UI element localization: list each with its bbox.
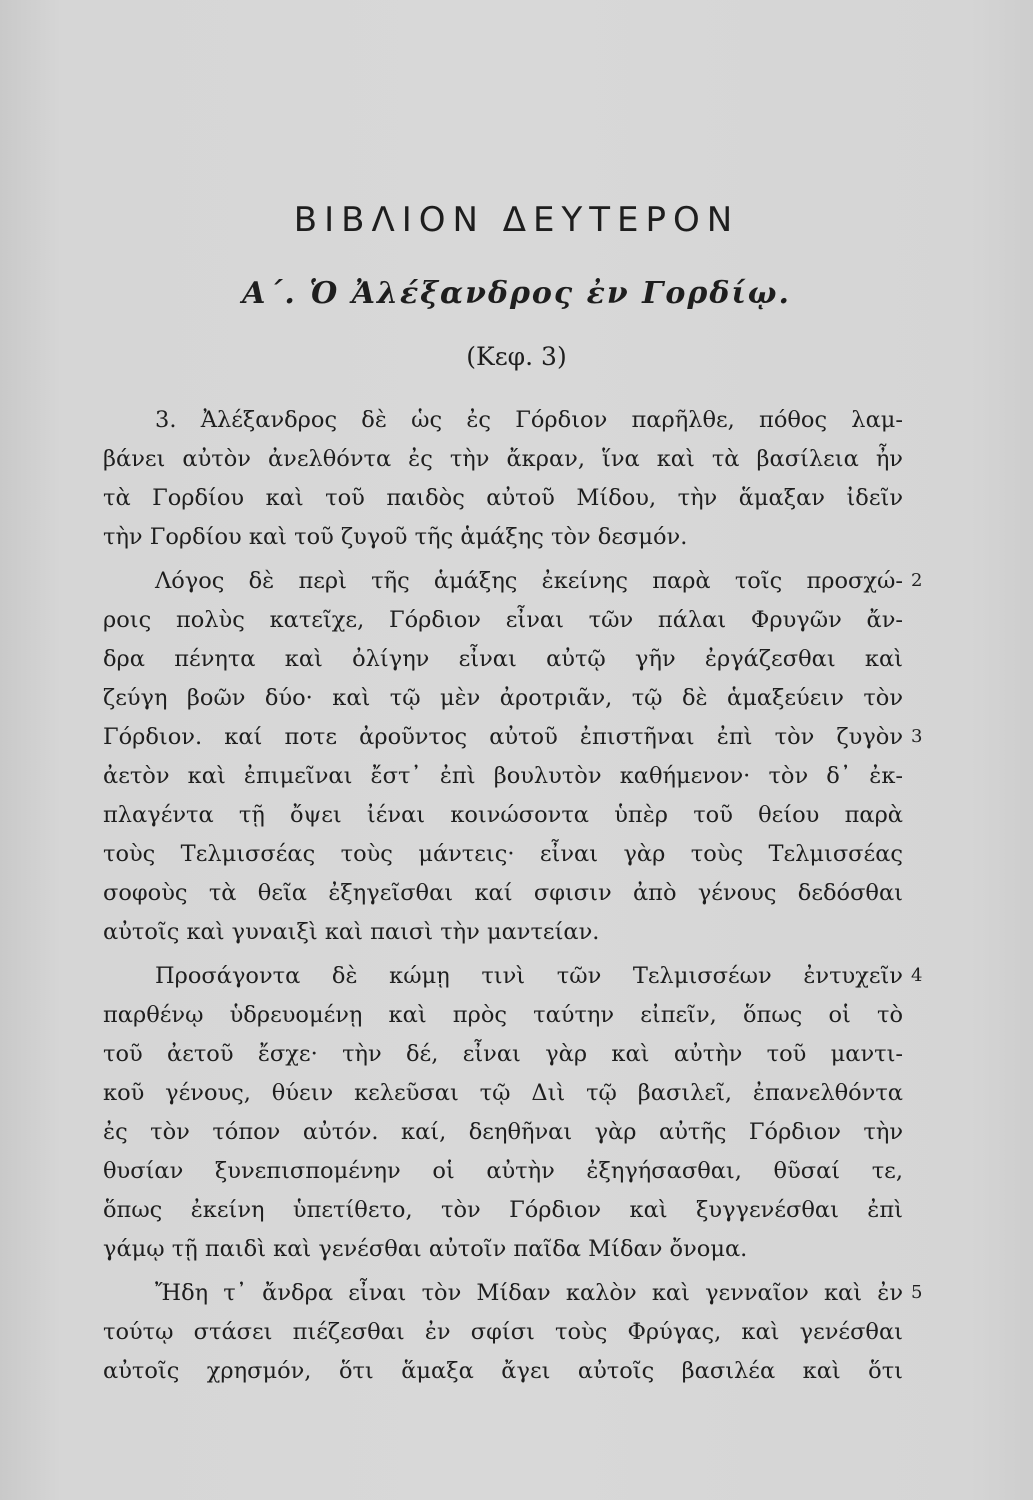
margin-section-number: 3 [911, 726, 923, 747]
text-line: Ἤδη τ᾽ ἄνδρα εἶναι τὸν Μίδαν καλὸν καὶ γενναῖον καὶ ἐν [155, 1280, 903, 1306]
text-line: τὰ Γορδίου καὶ τοῦ παιδὸς αὐτοῦ Μίδου, τὴν ἅμαξαν ἰδεῖν [103, 485, 903, 511]
text-line: σοφοὺς τὰ θεῖα ἐξηγεῖσθαι καί σφισιν ἀπὸ γένους δεδόσθαι [103, 880, 903, 906]
text-line: τούτῳ στάσει πιέζεσθαι ἐν σφίσι τοὺς Φρύγας, καὶ γενέσθαι [103, 1319, 903, 1345]
margin-section-number: 4 [911, 965, 923, 986]
book-title: ΒΙΒΛΙΟΝ ΔΕΥΤΕΡΟΝ [293, 200, 740, 240]
text-line: αὐτοῖς χρησμόν, ὅτι ἅμαξα ἄγει αὐτοῖς βασιλέα καὶ ὅτι [103, 1358, 903, 1384]
chapter-reference: (Κεφ. 3) [466, 342, 567, 371]
text-line: τοὺς Τελμισσέας τοὺς μάντεις· εἶναι γὰρ τοὺς Τελμισσέας [103, 841, 903, 867]
text-line: ἐς τὸν τόπον αὐτόν. καί, δεηθῆναι γὰρ αὐτῆς Γόρδιον τὴν [103, 1119, 903, 1145]
text-line: ζεύγη βοῶν δύο· καὶ τῷ μὲν ἀροτριᾶν, τῷ δὲ ἁμαξεύειν τὸν [103, 685, 903, 711]
text-line: παρθένῳ ὑδρευομένῃ καὶ πρὸς ταύτην εἰπεῖν, ὅπως οἱ τὸ [103, 1002, 903, 1028]
text-line: ροις πολὺς κατεῖχε, Γόρδιον εἶναι τῶν πάλαι Φρυγῶν ἄν- [103, 607, 903, 633]
text-line: πλαγέντα τῇ ὄψει ἰέναι κοινώσοντα ὑπὲρ τοῦ θείου παρὰ [103, 802, 903, 828]
text-line: τοῦ ἀετοῦ ἔσχε· τὴν δέ, εἶναι γὰρ καὶ αὐτὴν τοῦ μαντι- [103, 1041, 903, 1067]
margin-section-number: 5 [911, 1282, 923, 1303]
text-line: βάνει αὐτὸν ἀνελθόντα ἐς τὴν ἄκραν, ἵνα καὶ τὰ βασίλεια ἦν [103, 446, 903, 472]
text-line: Λόγος δὲ περὶ τῆς ἁμάξης ἐκείνης παρὰ τοῖς προσχώ- [155, 568, 903, 594]
text-line: ὅπως ἐκείνη ὑπετίθετο, τὸν Γόρδιον καὶ ξυγγενέσθαι ἐπὶ [103, 1197, 903, 1223]
text-line: ἀετὸν καὶ ἐπιμεῖναι ἔστ᾽ ἐπὶ βουλυτὸν καθήμενον· τὸν δ᾽ ἐκ- [103, 763, 903, 789]
text-line: γάμῳ τῇ παιδὶ καὶ γενέσθαι αὐτοῖν παῖδα Μίδαν ὄνομα. [103, 1236, 748, 1262]
margin-section-number: 2 [911, 570, 923, 591]
text-line: 3. Ἀλέξανδρος δὲ ὡς ἐς Γόρδιον παρῆλθε, πόθος λαμ- [155, 407, 903, 433]
text-line: κοῦ γένους, θύειν κελεῦσαι τῷ Διὶ τῷ βασιλεῖ, ἐπανελθόντα [103, 1080, 903, 1106]
text-line: αὐτοῖς καὶ γυναιξὶ καὶ παισὶ τὴν μαντείαν. [103, 919, 600, 945]
text-line: Προσάγοντα δὲ κώμῃ τινὶ τῶν Τελμισσέων ἐντυχεῖν [155, 963, 903, 989]
chapter-title: Α΄. Ὁ Ἀλέξανδρος ἐν Γορδίῳ. [242, 276, 791, 311]
text-line: τὴν Γορδίου καὶ τοῦ ζυγοῦ τῆς ἁμάξης τὸν δεσμόν. [103, 524, 688, 550]
text-line: Γόρδιον. καί ποτε ἀροῦντος αὐτοῦ ἐπιστῆναι ἐπὶ τὸν ζυγὸν [103, 724, 903, 750]
text-line: δρα πένητα καὶ ὀλίγην εἶναι αὐτῷ γῆν ἐργάζεσθαι καὶ [103, 646, 903, 672]
text-line: θυσίαν ξυνεπισπομένην οἱ αὐτὴν ἐξηγήσασθαι, θῦσαί τε, [103, 1158, 903, 1184]
